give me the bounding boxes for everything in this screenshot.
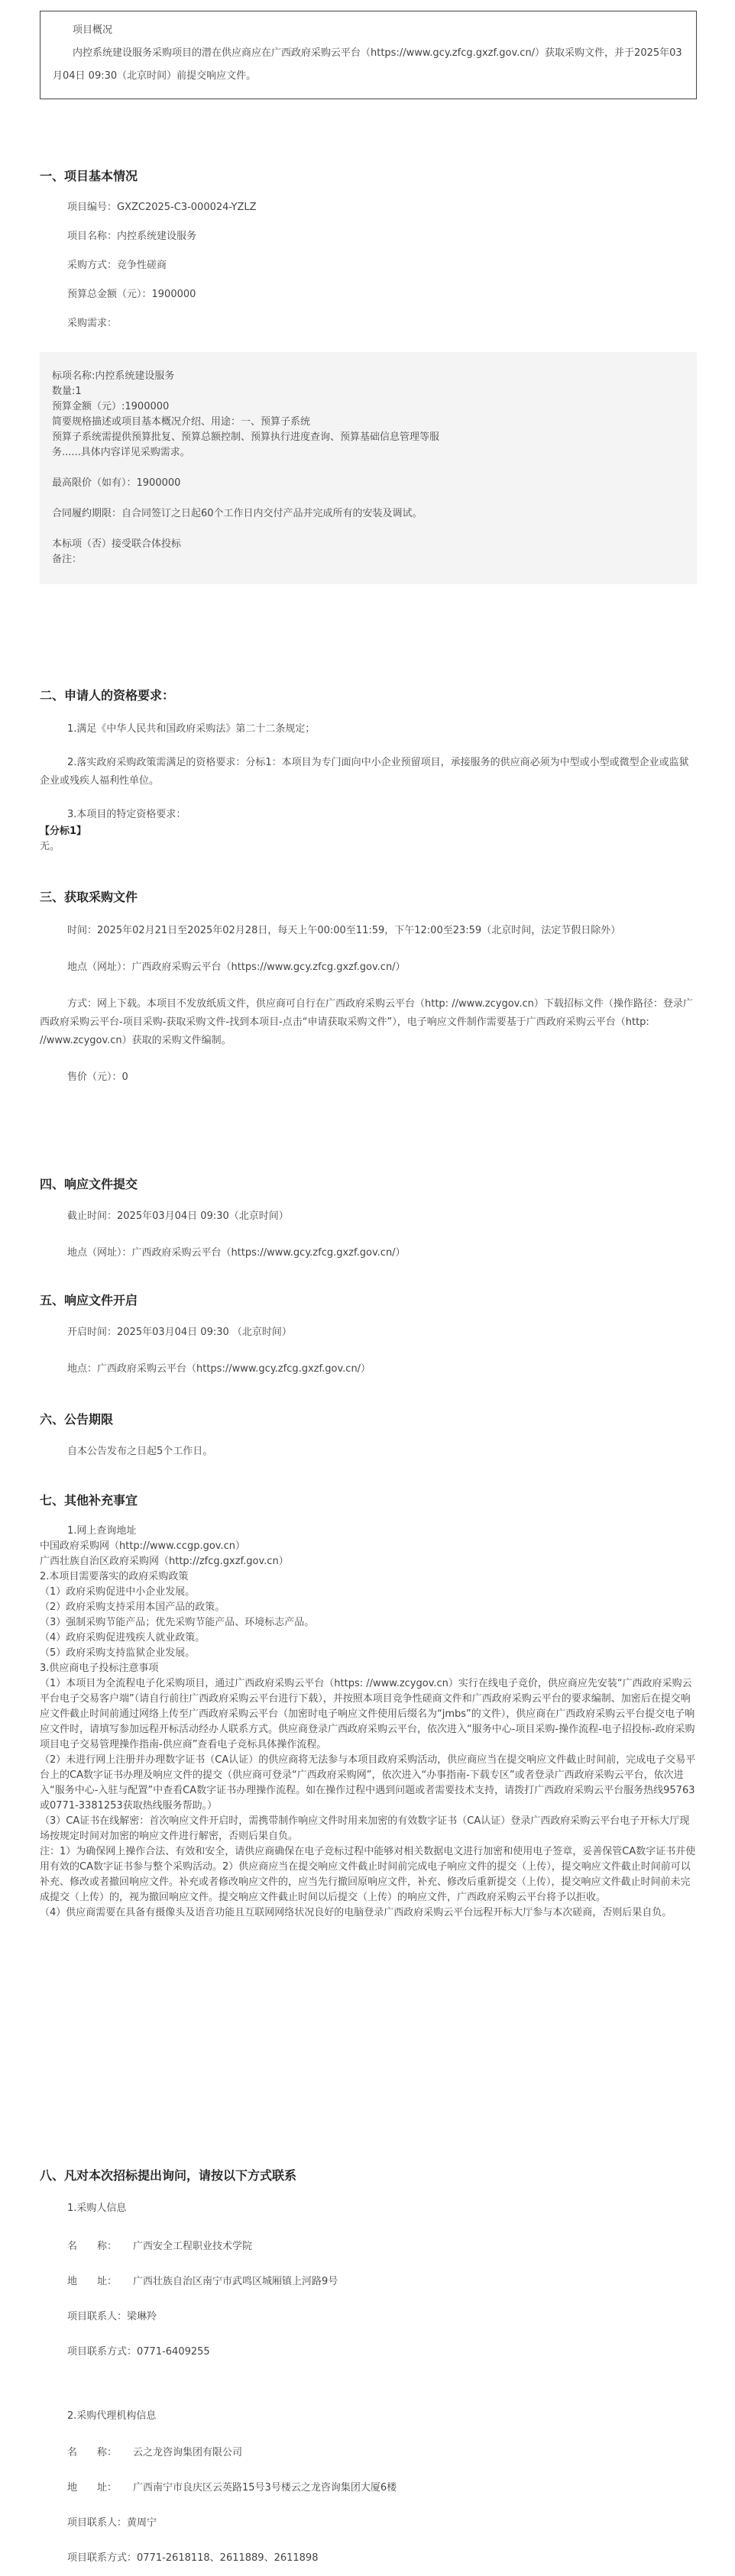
other-line: 2.本项目需要落实的政府采购政策 [40,1571,189,1582]
budget-total: 预算总金额（元）：1900000 [67,289,196,300]
lot-line: 备注： [52,554,83,565]
lot-line: 本标项（否）接受联合体投标 [52,538,182,550]
agency-contact: 项目联系人：黄周宁 [67,2517,157,2529]
other-line: 1.网上查询地址 [67,1525,137,1537]
lot-details-box [40,352,697,584]
purchaser-phone: 项目联系方式：0771-6409255 [67,2346,210,2358]
purchaser-name-label: 名 称： [67,2241,118,2252]
agency-name: 云之龙咨询集团有限公司 [133,2447,243,2458]
lot-line: 标项名称:内控系统建设服务 [52,370,175,382]
other-line: （2）政府采购支持采用本国产品的政策。 [40,1602,225,1613]
obtain-place: 地点（网址）：广西政府采购云平台（https://www.gcy.zfcg.gxzf.gov.cn/） [67,962,406,973]
qualification-3: 3.本项目的特定资格要求： [67,809,186,820]
purchaser-address-row [67,2264,697,2300]
other-line: （3）CA证书在线解密：首次响应文件开启时，需携带制作响应文件时用来加密的有效数字证书（CA认证）登录广西政府采购云平台电子开标大厅现场按规定时间对加密的响应文件进行解密，否则后果自负。 [40,1815,690,1842]
purchaser-address: 广西壮族自治区南宁市武鸣区城厢镇上河路9号 [133,2276,338,2287]
section-qualification [40,686,697,855]
lot-tag: 【分标1】 [40,826,87,837]
other-line: 中国政府采购网（http://www.ccgp.gov.cn） [40,1540,246,1552]
lot-line: 预算金额（元）:1900000 [52,401,170,412]
project-name: 项目名称：内控系统建设服务 [67,231,197,242]
other-line: （1）本项目为全流程电子化采购项目，通过广西政府采购云平台（https: //www.zcygov.cn）实行在线电子竞价，供应商应先安装“广西政府采购云平台电子交易客户端”（请自行前往广西政府采购云平台进行下载），并按照本项目竞争性磋商文件和广西政府采购云平台的要求编制、加密后在提交响应文件截止时间前通过网络上传至广西政府采购云平台（加密时电子响应文件使用后缀名为“jmbs”的文件），供应商在广西政府采购云平台提交电子响应文件时，请填写参加远程开标活动经办人联系方式。供应商登录广西政府采购云平台，依次进入“服务中心-项目采购-操作流程-电子招投标-政府采购项目电子交易管理操作指南-供应商”查看电子竞标具体操作流程。 [40,1678,695,1750]
section-heading: 八、凡对本次招标提出询问，请按以下方式联系 [40,2168,297,2183]
agency-name-label: 名 称： [67,2447,118,2458]
section-heading: 六、公告期限 [40,1412,114,1427]
lot-line: 合同履约期限：自合同签订之日起60个工作日内交付产品并完成所有的安装及调试。 [52,508,423,519]
section-heading: 四、响应文件提交 [40,1177,138,1191]
procurement-method: 采购方式：竞争性磋商 [67,260,167,271]
section-contacts [40,2166,697,2576]
agency-address-label: 地 址： [67,2482,118,2494]
lot-line: 务......具体内容详见采购需求。 [52,447,190,458]
section-other-matters [40,1491,697,1921]
agency-name-row [67,2435,697,2471]
lot-line [52,522,685,537]
section-heading: 三、获取采购文件 [40,890,138,904]
section-basic-info [40,166,697,584]
purchaser-name: 广西安全工程职业技术学院 [133,2241,253,2252]
obtain-method: 方式：网上下载。本项目不发放纸质文件，供应商可自行在广西政府采购云平台（http: //www.zcygov.cn）下载招标文件（操作路径：登录广西政府采购云平台-项目采购-获取采购文件-找到本项目-点击“申请获取采购文件”），电子响应文件制作需要基于广西政府采购云平台（http: //www.zcygov.cn）获取的采购文件编制。 [40,998,693,1046]
lot-line: 简要规格描述或项目基本概况介绍、用途：一、预算子系统 [52,416,311,428]
purchaser-title: 1.采购人信息 [67,2203,127,2214]
other-line: 广西壮族自治区政府采购网（http://zfcg.gxzf.gov.cn） [40,1556,289,1567]
purchaser-name-row [67,2229,697,2264]
agency-address: 广西南宁市良庆区云英路15号3号楼云之龙咨询集团大厦6楼 [133,2482,397,2494]
other-line: （3）强制采购节能产品；优先采购节能产品、环境标志产品。 [40,1617,315,1628]
lot-line: 数量:1 [52,386,82,397]
section-obtain-documents [40,887,697,1087]
lot-line: 最高限价（如有）：1900000 [52,477,181,489]
section-heading: 二、申请人的资格要求： [40,688,175,703]
agency-title: 2.采购代理机构信息 [67,2410,157,2422]
lot-line [52,491,685,506]
section-heading: 五、响应文件开启 [40,1293,138,1307]
other-line: （4）政府采购促进残疾人就业政策。 [40,1632,206,1644]
submission-place: 地点（网址）：广西政府采购云平台（https://www.gcy.zfcg.gxzf.gov.cn/） [67,1247,406,1259]
obtain-price: 售价（元）：0 [67,1071,128,1083]
submission-deadline: 截止时间：2025年03月04日 09:30（北京时间） [67,1210,289,1222]
qualification-2: 2.落实政府采购政策需满足的资格要求：分标1：本项目为专门面向中小企业预留项目，承接服务的供应商必须为中型或小型或微型企业或监狱企业或残疾人福利性单位。 [40,757,689,787]
agency-address-row [67,2471,697,2506]
section-heading: 一、项目基本情况 [40,169,138,183]
lot-line [52,461,685,476]
other-line: （5）政府采购支持监狱企业发展。 [40,1647,196,1659]
other-line: （4）供应商需要在具备有摄像头及语音功能且互联网网络状况良好的电脑登录广西政府采购云平台远程开标大厅参与本次磋商，否则后果自负。 [40,1907,672,1918]
opening-time: 开启时间：2025年03月04日 09:30 （北京时间） [67,1327,292,1338]
purchaser-address-label: 地 址： [67,2276,118,2287]
notice-period-text: 自本公告发布之日起5个工作日。 [67,1446,213,1457]
project-summary-box [40,11,697,99]
opening-place: 地点：广西政府采购云平台（https://www.gcy.zfcg.gxzf.gov.cn/） [67,1363,371,1375]
other-line: 注：1）为确保网上操作合法、有效和安全，请供应商确保在电子竞标过程中能够对相关数据电文进行加密和使用电子签章，妥善保管CA数字证书并使用有效的CA数字证书参与整个采购活动。2）供应商应当在提交响应文件截止时间前完成电子响应文件的提交（上传），提交响应文件截止时间前可以补充、修改或者撤回响应文件。补充或者修改响应文件的，应当先行撤回原响应文件，补充、修改后重新提交（上传），提交响应文件截止时间前未完成提交（上传）的，视为撤回响应文件。提交响应文件截止时间以后提交（上传）的响应文件，广西政府采购云平台将予以拒收。 [40,1846,696,1903]
obtain-time: 时间：2025年02月21日至2025年02月28日，每天上午00:00至11:59，下午12:00至23:59（北京时间，法定节假日除外） [67,925,621,936]
agency-phone: 项目联系方式：0771-2618118、2611889、2611898 [67,2552,319,2564]
lot-line: 预算子系统需提供预算批复、预算总额控制、预算执行进度查询、预算基础信息管理等服 [52,431,440,443]
other-line: （2）未进行网上注册并办理数字证书（CA认证）的供应商将无法参与本项目政府采购活动，供应商应当在提交响应文件截止时间前，完成电子交易平台上的CA数字证书办理及响应文件的提交（供应商可登录“广西政府采购网”，依次进入“办事指南-下载专区”或者登录广西政府采购云平台，依次进入“服务中心-入驻与配置”中查看CA数字证书办理操作流程。如在操作过程中遇到问题或者需要技术支持，请拨打广西政府采购云平台服务热线95763或0771-3381253获取热线服务帮助。） [40,1754,696,1812]
section-heading: 七、其他补充事宜 [40,1493,138,1508]
procurement-requirement-label: 采购需求： [67,318,118,329]
summary-body: 内控系统建设服务采购项目的潜在供应商应在广西政府采购云平台（https://www.gcy.zfcg.gxzf.gov.cn/）获取采购文件，并于2025年03月04日 09:30（北京时间）前提交响应文件。 [53,47,682,82]
section-opening [40,1291,697,1378]
lot-requirement: 无。 [40,841,60,852]
purchaser-contact: 项目联系人：梁琳羚 [67,2311,157,2322]
qualification-1: 1.满足《中华人民共和国政府采购法》第二十二条规定； [67,723,316,735]
section-notice-period [40,1410,697,1461]
section-submission [40,1175,697,1262]
project-number: 项目编号：GXZC2025-C3-000024-YZLZ [67,202,257,213]
other-line: 3.供应商电子投标注意事项 [40,1663,159,1674]
other-line: （1）政府采购促进中小企业发展。 [40,1586,196,1598]
summary-title: 项目概况 [73,24,113,36]
